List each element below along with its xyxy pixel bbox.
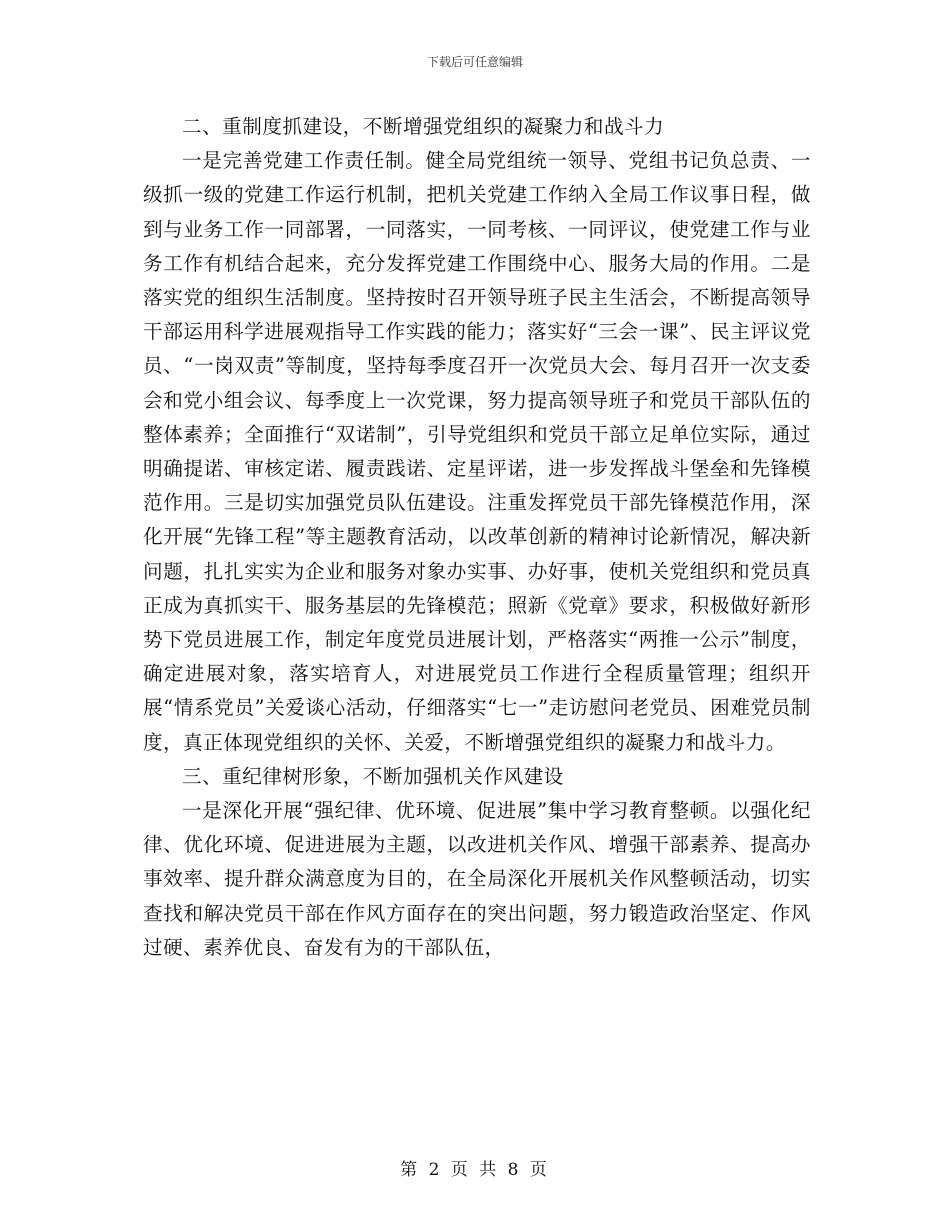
page-header: 下载后可任意编辑 <box>426 55 523 69</box>
section-heading-2: 二、重制度抓建设，不断增强党组织的凝聚力和战斗力 <box>182 115 665 138</box>
page-footer: 第 2 页 共 8 页 <box>400 1160 550 1180</box>
document-body <box>143 110 811 965</box>
section-2-paragraph: 一是完善党建工作责任制。健全局党组统一领导、党组书记负总责、一级抓一级的党建工作运行机制，把机关党建工作纳入全局工作议事日程，做到与业务工作一同部署，一同落实，一同考核、一同评议，使党建工作与业务工作有机结合起来，充分发挥党建工作围绕中心、服务大局的作用。二是落实党的组织生活制度。坚持按时召开领导班子民主生活会，不断提高领导干部运用科学进展观指导工作实践的能力；落实好“三会一课”、民主评议党员、“一岗双责”等制度，坚持每季度召开一次党员大会、每月召开一次支委会和党小组会议、每季度上一次党课，努力提高领导班子和党员干部队伍的整体素养；全面推行“双诺制”，引导党组织和党员干部立足单位实际，通过明确提诺、审核定诺、履责践诺、定星评诺，进一步发挥战斗堡垒和先锋模范作用。三是切实加强党员队伍建设。注重发挥党员干部先锋模范作用，深化开展“先锋工程”等主题教育活动，以改革创新的精神讨论新情况，解决新问题，扎扎实实为企业和服务对象办实事、办好事，使机关党组织和党员真正成为真抓实干、服务基层的先锋模范；照新《党章》要求，积极做好新形势下党员进展工作，制定年度党员进展计划，严格落实“两推一公示”制度，确定进展对象，落实培育人，对进展党员工作进行全程质量管理；组织开展“情系党员”关爱谈心活动，仔细落实“七一”走访慰问老党员、困难党员制度，真正体现党组织的关怀、关爱，不断增强党组织的凝聚力和战斗力。 <box>143 149 811 754</box>
section-3-paragraph: 一是深化开展“强纪律、优环境、促进展”集中学习教育整顿。以强化纪律、优化环境、促进进展为主题，以改进机关作风、增强干部素养、提高办事效率、提升群众满意度为目的，在全局深化开展机关作风整顿活动，切实查找和解决党员干部在作风方面存在的突出问题，努力锻造政治坚定、作风过硬、素养优良、奋发有为的干部队伍， <box>143 799 811 959</box>
section-heading-3: 三、重纪律树形象，不断加强机关作风建设 <box>182 764 564 788</box>
